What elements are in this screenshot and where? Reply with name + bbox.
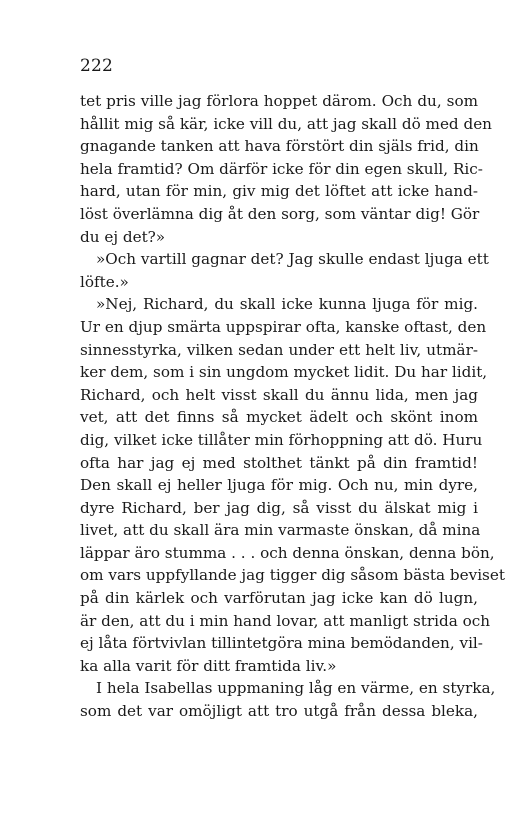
text-line: ka alla varit för ditt framtida liv.» <box>80 656 337 675</box>
page-number: 222 <box>80 56 114 76</box>
text-line: »Och vartill gagnar det? Jag skulle endast ljuga ett <box>96 250 489 269</box>
text-line: dyre Richard, ber jag dig, så visst du älskat mig i <box>80 498 478 517</box>
text-line: löst överlämna dig åt den sorg, som väntar dig! Gör <box>80 204 480 223</box>
text-line: ker dem, som i sin ungdom mycket lidit. Du har lidit, <box>80 363 488 382</box>
text-line: ej låta förtvivlan tillintetgöra mina bemödanden, vil- <box>80 634 483 653</box>
text-line: tet pris ville jag förlora hoppet därom. Och du, som <box>80 92 478 110</box>
text-line: som det var omöjligt att tro utgå från dessa bleka, <box>80 702 478 721</box>
text-line: läppar äro stumma . . . och denna önskan, denna bön, <box>80 543 495 562</box>
text-line: sinnesstyrka, vilken sedan under ett helt liv, utmär- <box>80 340 478 359</box>
text-line: vet, att det finns så mycket ädelt och skönt inom <box>80 408 478 427</box>
text-line: Den skall ej heller ljuga för mig. Och nu, min dyre, <box>80 476 478 495</box>
text-line: Ur en djup smärta uppspirar ofta, kanske oftast, den <box>80 317 487 336</box>
text-line: hela framtid? Om därför icke för din egen skull, Ric- <box>80 159 483 178</box>
text-line: Richard, och helt visst skall du ännu lida, men jag <box>80 385 478 404</box>
text-line: livet, att du skall ära min varmaste önskan, då mina <box>80 521 481 540</box>
text-line: hard, utan för min, giv mig det löftet att icke hand- <box>80 182 478 201</box>
text-line: är den, att du i min hand lovar, att manligt strida och <box>80 611 491 630</box>
text-line: ofta har jag ej med stolthet tänkt på din framtid! <box>80 453 478 472</box>
text-line: dig, vilket icke tillåter min förhoppning att dö. Huru <box>80 430 483 449</box>
text-line: gnagande tanken att hava förstört din själs frid, din <box>80 137 479 156</box>
text-line: på din kärlek och varförutan jag icke kan dö lugn, <box>80 589 478 608</box>
body-text <box>80 90 505 723</box>
text-line: hållit mig så kär, icke vill du, att jag skall dö med den <box>80 114 492 133</box>
text-line: om vars uppfyllande jag tigger dig såsom bästa beviset <box>80 566 505 585</box>
text-line: löfte.» <box>80 272 129 291</box>
text-line: du ej det?» <box>80 227 166 246</box>
text-line: I hela Isabellas uppmaning låg en värme, en styrka, <box>96 679 496 698</box>
text-line: »Nej, Richard, du skall icke kunna ljuga för mig. <box>96 295 478 314</box>
